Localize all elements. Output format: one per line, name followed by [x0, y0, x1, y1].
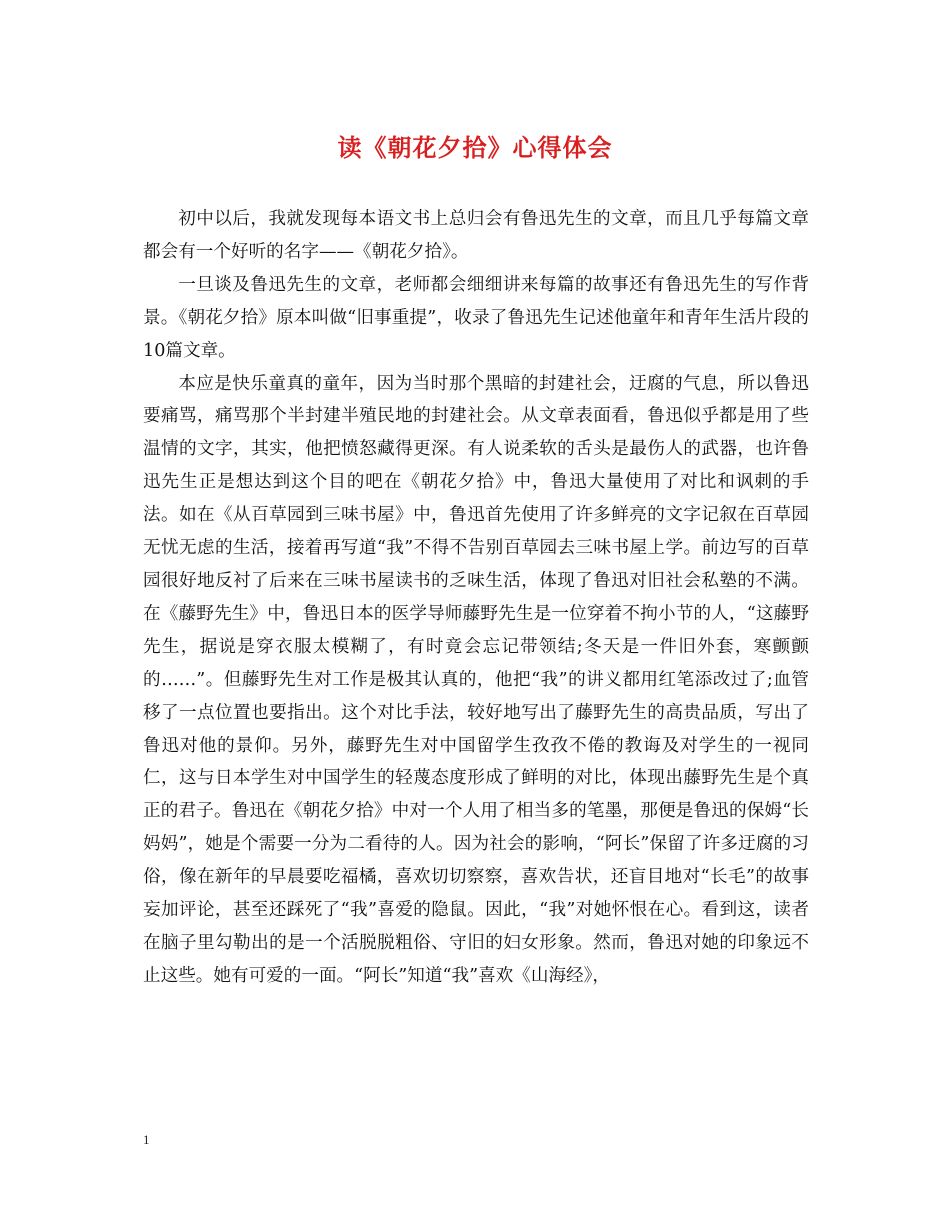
page-number: 1 — [143, 1132, 150, 1147]
paragraph-2: 一旦谈及鲁迅先生的文章，老师都会细细讲来每篇的故事还有鲁迅先生的写作背景。《朝花夕拾》原本叫做“旧事重提”，收录了鲁迅先生记述他童年和青年生活片段的10篇文章。 — [143, 274, 809, 361]
document-body — [143, 203, 809, 993]
paragraph-1: 初中以后，我就发现每本语文书上总归会有鲁迅先生的文章，而且几乎每篇文章都会有一个好听的名字——《朝花夕拾》。 — [143, 209, 809, 262]
paragraph-3: 本应是快乐童真的童年，因为当时那个黑暗的封建社会，迂腐的气息，所以鲁迅要痛骂，痛骂那个半封建半殖民地的封建社会。从文章表面看，鲁迅似乎都是用了些温情的文字，其实，他把愤怒藏得更深。有人说柔软的舌头是最伤人的武器，也许鲁迅先生正是想达到这个目的吧在《朝花夕拾》中，鲁迅大量使用了对比和讽刺的手法。如在《从百草园到三味书屋》中，鲁迅首先使用了许多鲜亮的文字记叙在百草园无忧无虑的生活，接着再写道“我”不得不告别百草园去三味书屋上学。前边写的百草园很好地反衬了后来在三味书屋读书的乏味生活，体现了鲁迅对旧社会私塾的不满。在《藤野先生》中，鲁迅日本的医学导师藤野先生是一位穿着不拘小节的人，“这藤野先生，据说是穿衣服太模糊了，有时竟会忘记带领结;冬天是一件旧外套，寒颤颤的……”。但藤野先生对工作是极其认真的，他把“我”的讲义都用红笔添改过了;血管移了一点位置也要指出。这个对比手法，较好地写出了藤野先生的高贵品质，写出了鲁迅对他的景仰。另外，藤野先生对中国留学生孜孜不倦的教诲及对学生的一视同仁，这与日本学生对中国学生的轻蔑态度形成了鲜明的对比，体现出藤野先生是个真正的君子。鲁迅在《朝花夕拾》中对一个人用了相当多的笔墨，那便是鲁迅的保姆“长妈妈”，她是个需要一分为二看待的人。因为社会的影响，“阿长”保留了许多迂腐的习俗，像在新年的早晨要吃福橘，喜欢切切察察，喜欢告状，还盲目地对“长毛”的故事妄加评论，甚至还踩死了“我”喜爱的隐鼠。因此，“我”对她怀恨在心。看到这，读者在脑子里勾勒出的是一个活脱脱粗俗、守旧的妇女形象。然而，鲁迅对她的印象远不止这些。她有可爱的一面。“阿长”知道“我”喜欢《山海经》， — [143, 373, 809, 986]
document-title: 读《朝花夕拾》心得体会 — [337, 133, 613, 162]
